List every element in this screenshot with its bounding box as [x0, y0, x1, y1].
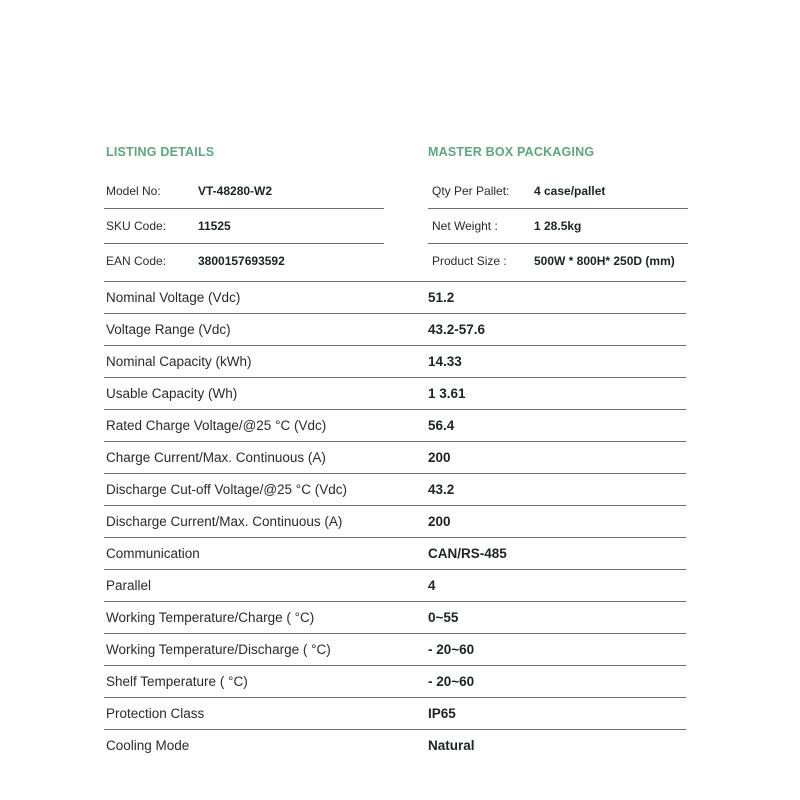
info-row-product-size — [428, 244, 688, 278]
spec-row — [104, 666, 686, 698]
info-row-ean — [104, 244, 384, 278]
spec-row — [104, 730, 686, 761]
spec-value: 0~55 — [428, 610, 459, 625]
spec-value: IP65 — [428, 706, 456, 721]
spec-value: 14.33 — [428, 354, 462, 369]
info-value: 11525 — [198, 219, 231, 233]
spec-value: 200 — [428, 450, 451, 465]
info-value: 500W * 800H* 250D (mm) — [534, 254, 675, 268]
spec-label: Usable Capacity (Wh) — [106, 386, 238, 401]
info-value: 1 28.5kg — [534, 219, 582, 233]
spec-label: Cooling Mode — [106, 738, 190, 753]
spec-label: Working Temperature/Charge ( °C) — [106, 610, 315, 625]
spec-row — [104, 474, 686, 506]
spec-value: 1 3.61 — [428, 386, 466, 401]
spec-row — [104, 410, 686, 442]
spec-value: - 20~60 — [428, 674, 475, 689]
spec-row — [104, 506, 686, 538]
info-label: Net Weight : — [432, 219, 498, 233]
info-row-sku — [104, 209, 384, 244]
spec-row — [104, 282, 686, 314]
info-row-model — [104, 174, 384, 209]
spec-label: Working Temperature/Discharge ( °C) — [106, 642, 331, 657]
spec-value: Natural — [428, 738, 475, 753]
spec-value: CAN/RS-485 — [428, 546, 507, 561]
spec-label: Discharge Current/Max. Continuous (A) — [106, 514, 343, 529]
spec-label: Shelf Temperature ( °C) — [106, 674, 248, 689]
spec-value: 43.2 — [428, 482, 455, 497]
spec-label: Voltage Range (Vdc) — [106, 322, 231, 337]
spec-label: Rated Charge Voltage/@25 °C (Vdc) — [106, 418, 327, 433]
spec-value: 43.2-57.6 — [428, 322, 486, 337]
listing-details-table — [104, 174, 384, 278]
spec-value: 200 — [428, 514, 451, 529]
spec-row — [104, 314, 686, 346]
info-value: VT-48280-W2 — [198, 184, 273, 198]
spec-row — [104, 634, 686, 666]
spec-value: 4 — [428, 578, 436, 593]
info-value: 4 case/pallet — [534, 184, 606, 198]
spec-value: - 20~60 — [428, 642, 475, 657]
specifications-table — [104, 281, 686, 761]
info-row-net-weight — [428, 209, 688, 244]
spec-value: 51.2 — [428, 290, 455, 305]
spec-row — [104, 698, 686, 730]
spec-row — [104, 570, 686, 602]
spec-label: Nominal Capacity (kWh) — [106, 354, 252, 369]
spec-value: 56.4 — [428, 418, 455, 433]
spec-label: Communication — [106, 546, 200, 561]
info-value: 3800157693592 — [198, 254, 285, 268]
spec-row — [104, 538, 686, 570]
spec-label: Protection Class — [106, 706, 205, 721]
spec-row — [104, 442, 686, 474]
spec-row — [104, 602, 686, 634]
info-label: EAN Code: — [106, 254, 167, 268]
master-box-packaging-heading: MASTER BOX PACKAGING — [428, 145, 595, 159]
info-label: Qty Per Pallet: — [432, 184, 510, 198]
spec-row — [104, 346, 686, 378]
spec-label: Nominal Voltage (Vdc) — [106, 290, 241, 305]
spec-label: Charge Current/Max. Continuous (A) — [106, 450, 326, 465]
master-box-packaging-table — [428, 174, 688, 278]
info-label: Product Size : — [432, 254, 507, 268]
listing-details-heading: LISTING DETAILS — [106, 145, 215, 159]
info-label: SKU Code: — [106, 219, 167, 233]
spec-label: Discharge Cut-off Voltage/@25 °C (Vdc) — [106, 482, 347, 497]
info-row-qty-per-pallet — [428, 174, 688, 209]
info-label: Model No: — [106, 184, 161, 198]
spec-label: Parallel — [106, 578, 152, 593]
spec-row — [104, 378, 686, 410]
